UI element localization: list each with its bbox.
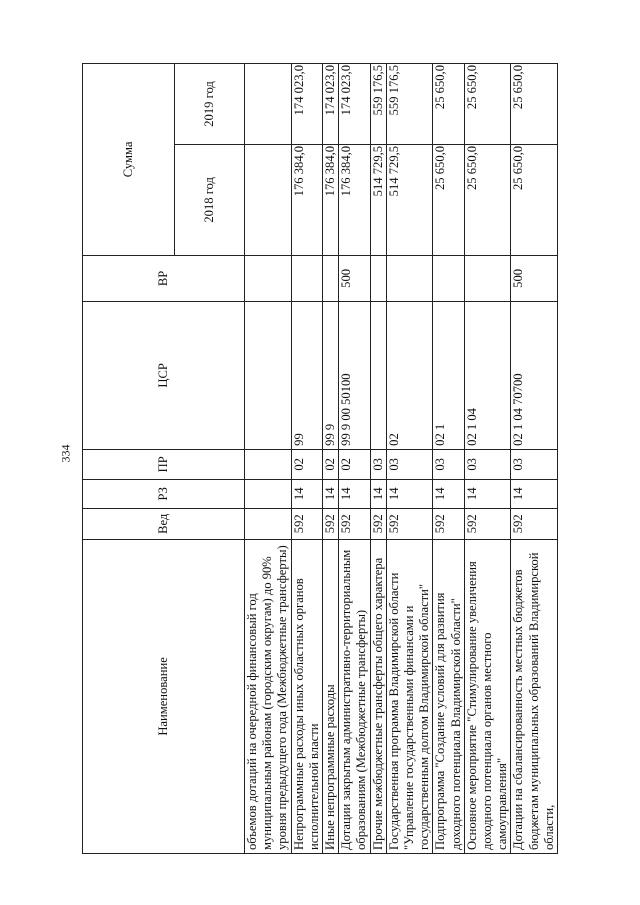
cell-csr	[370, 301, 386, 449]
cell-pr: 03	[386, 449, 433, 479]
cell-csr: 99	[291, 301, 322, 449]
cell-y2019: 25 650,0	[433, 64, 464, 145]
cell-vr	[386, 255, 433, 301]
cell-y2019: 559 176,5	[370, 64, 386, 145]
table-row	[464, 64, 511, 854]
cell-ved: 592	[464, 508, 511, 539]
cell-pr: 03	[464, 449, 511, 479]
cell-rz: 14	[386, 479, 433, 508]
cell-y2019: 174 023,0	[339, 64, 370, 145]
cell-ved: 592	[370, 508, 386, 539]
cell-ved: 592	[291, 508, 322, 539]
cell-name: Дотации закрытым административно-территориальным образованиям (Межбюджетные трансферты)	[339, 539, 370, 853]
cell-vr	[464, 255, 511, 301]
table-row	[433, 64, 464, 854]
table-row	[339, 64, 370, 854]
table-row	[323, 64, 339, 854]
cell-name: Дотации на сбалансированность местных бюджетов бюджетам муниципальных образований Владимирской области,	[511, 539, 558, 853]
header-ved: Вед	[83, 508, 245, 539]
cell-y2019: 25 650,0	[511, 64, 558, 145]
cell-y2018	[245, 144, 292, 255]
cell-name: Государственная программа Владимирской области "Управление государственными финансами и государственным долгом Владимирской области"	[386, 539, 433, 853]
cell-name: Непрограммные расходы иных областных органов исполнительной власти	[291, 539, 322, 853]
header-name: Наименование	[83, 539, 245, 853]
cell-csr	[245, 301, 292, 449]
cell-y2019: 174 023,0	[291, 64, 322, 145]
cell-y2018: 176 384,0	[291, 144, 322, 255]
cell-rz: 14	[511, 479, 558, 508]
cell-vr	[323, 255, 339, 301]
cell-csr: 02 1	[433, 301, 464, 449]
cell-name: Иные непрограммные расходы	[323, 539, 339, 853]
cell-csr: 02	[386, 301, 433, 449]
cell-ved: 592	[511, 508, 558, 539]
cell-csr: 99 9 00 50100	[339, 301, 370, 449]
cell-y2018: 25 650,0	[433, 144, 464, 255]
header-year-2019: 2019 год	[175, 64, 245, 145]
cell-vr: 500	[511, 255, 558, 301]
cell-rz: 14	[291, 479, 322, 508]
cell-rz: 14	[433, 479, 464, 508]
cell-ved: 592	[339, 508, 370, 539]
cell-pr	[245, 449, 292, 479]
header-year-2018: 2018 год	[175, 144, 245, 255]
page-number: 334	[58, 444, 73, 463]
cell-csr: 02 1 04	[464, 301, 511, 449]
cell-vr	[433, 255, 464, 301]
cell-rz: 14	[370, 479, 386, 508]
cell-csr: 99 9	[323, 301, 339, 449]
cell-name: Основное мероприятие "Стимулирование увеличения доходного потенциала органов местного самоуправления"	[464, 539, 511, 853]
cell-y2018: 514 729,5	[370, 144, 386, 255]
header-pr: ПР	[83, 449, 245, 479]
cell-y2019	[245, 64, 292, 145]
cell-rz: 14	[464, 479, 511, 508]
table-row	[511, 64, 558, 854]
cell-y2018: 176 384,0	[339, 144, 370, 255]
cell-y2018: 514 729,5	[386, 144, 433, 255]
cell-y2018: 25 650,0	[511, 144, 558, 255]
table-row	[291, 64, 322, 854]
cell-vr	[370, 255, 386, 301]
header-vr: ВР	[83, 255, 245, 301]
cell-rz: 14	[339, 479, 370, 508]
budget-table	[82, 63, 558, 854]
cell-ved: 592	[323, 508, 339, 539]
cell-name: объемов дотаций на очередной финансовый год муниципальным районам (городским округам) до 90% уровня предыдущего года (Межбюджетные трансферты)	[245, 539, 292, 853]
cell-name: Прочие межбюджетные трансферты общего характера	[370, 539, 386, 853]
cell-ved: 592	[386, 508, 433, 539]
cell-vr	[291, 255, 322, 301]
table-row	[245, 64, 292, 854]
cell-pr: 02	[291, 449, 322, 479]
cell-y2019: 25 650,0	[464, 64, 511, 145]
cell-ved: 592	[433, 508, 464, 539]
cell-pr: 03	[433, 449, 464, 479]
header-row-1	[83, 64, 175, 854]
cell-y2019: 559 176,5	[386, 64, 433, 145]
cell-pr: 02	[339, 449, 370, 479]
header-csr: ЦСР	[83, 301, 245, 449]
cell-pr: 03	[370, 449, 386, 479]
cell-ved	[245, 508, 292, 539]
cell-y2018: 176 384,0	[323, 144, 339, 255]
table-row	[386, 64, 433, 854]
cell-pr: 03	[511, 449, 558, 479]
cell-y2019: 174 023,0	[323, 64, 339, 145]
cell-pr: 02	[323, 449, 339, 479]
table-body	[245, 64, 558, 854]
rotated-table-wrapper	[82, 63, 565, 854]
cell-rz: 14	[323, 479, 339, 508]
header-sum: Сумма	[83, 64, 175, 256]
header-rz: РЗ	[83, 479, 245, 508]
cell-csr: 02 1 04 70700	[511, 301, 558, 449]
cell-y2018: 25 650,0	[464, 144, 511, 255]
table-row	[370, 64, 386, 854]
cell-vr	[245, 255, 292, 301]
cell-vr: 500	[339, 255, 370, 301]
cell-name: Подпрограмма "Создание условий для развития доходного потенциала Владимирской области"	[433, 539, 464, 853]
cell-rz	[245, 479, 292, 508]
